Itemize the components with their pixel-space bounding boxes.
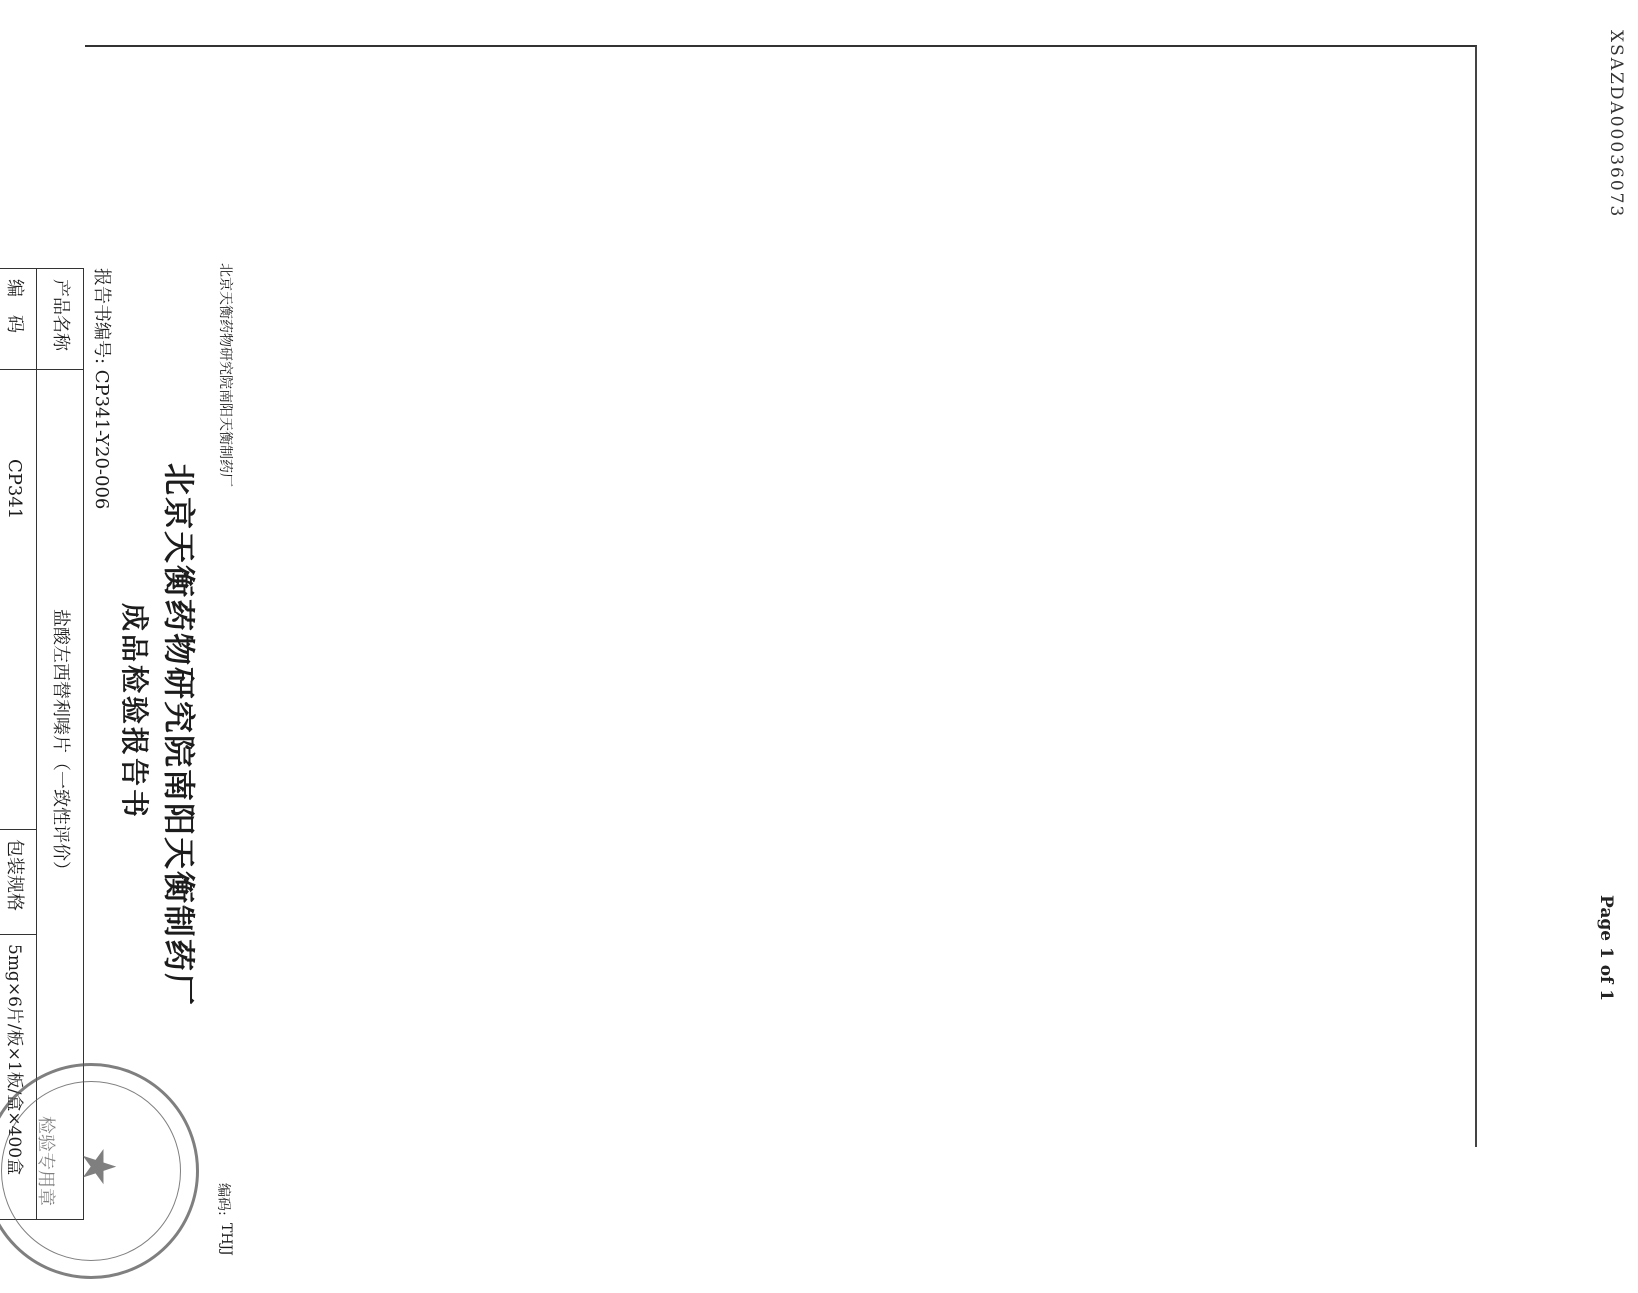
spec-value: 5mg×6片/板×1板/盒×400盒 [4, 944, 24, 1176]
code-label: 编 码 [4, 279, 25, 333]
serial-value: THJJ [218, 1223, 234, 1256]
product-name-label: 产品名称 [50, 279, 71, 351]
code-value: CP341 [4, 459, 25, 520]
scan-frame [85, 45, 1477, 1147]
gray-stamp-top: ★ 检验专用章 [0, 1063, 199, 1279]
report-title: 北京天衡药物研究院南阳天衡制药厂 [160, 463, 198, 1008]
spec-label: 包装规格 [4, 839, 25, 911]
document-code: XSAZDA00036073 [1606, 30, 1626, 219]
report-subtitle: 成品检验报告书 [118, 603, 151, 821]
serial-label: 编码: [215, 1183, 231, 1216]
report-page [0, 193, 244, 1293]
factory-small-header: 北京天衡药物研究院南阳天衡制药厂 [217, 263, 233, 487]
product-name-value: 盐酸左西替利嗪片（一致性评价） [50, 609, 71, 879]
page-indicator: Page 1 of 1 [1596, 895, 1616, 1002]
report-number: 报告书编号: CP341-Y20-006 [91, 268, 112, 510]
gray-stamp-top-text: 检验专用章 [35, 1116, 56, 1206]
